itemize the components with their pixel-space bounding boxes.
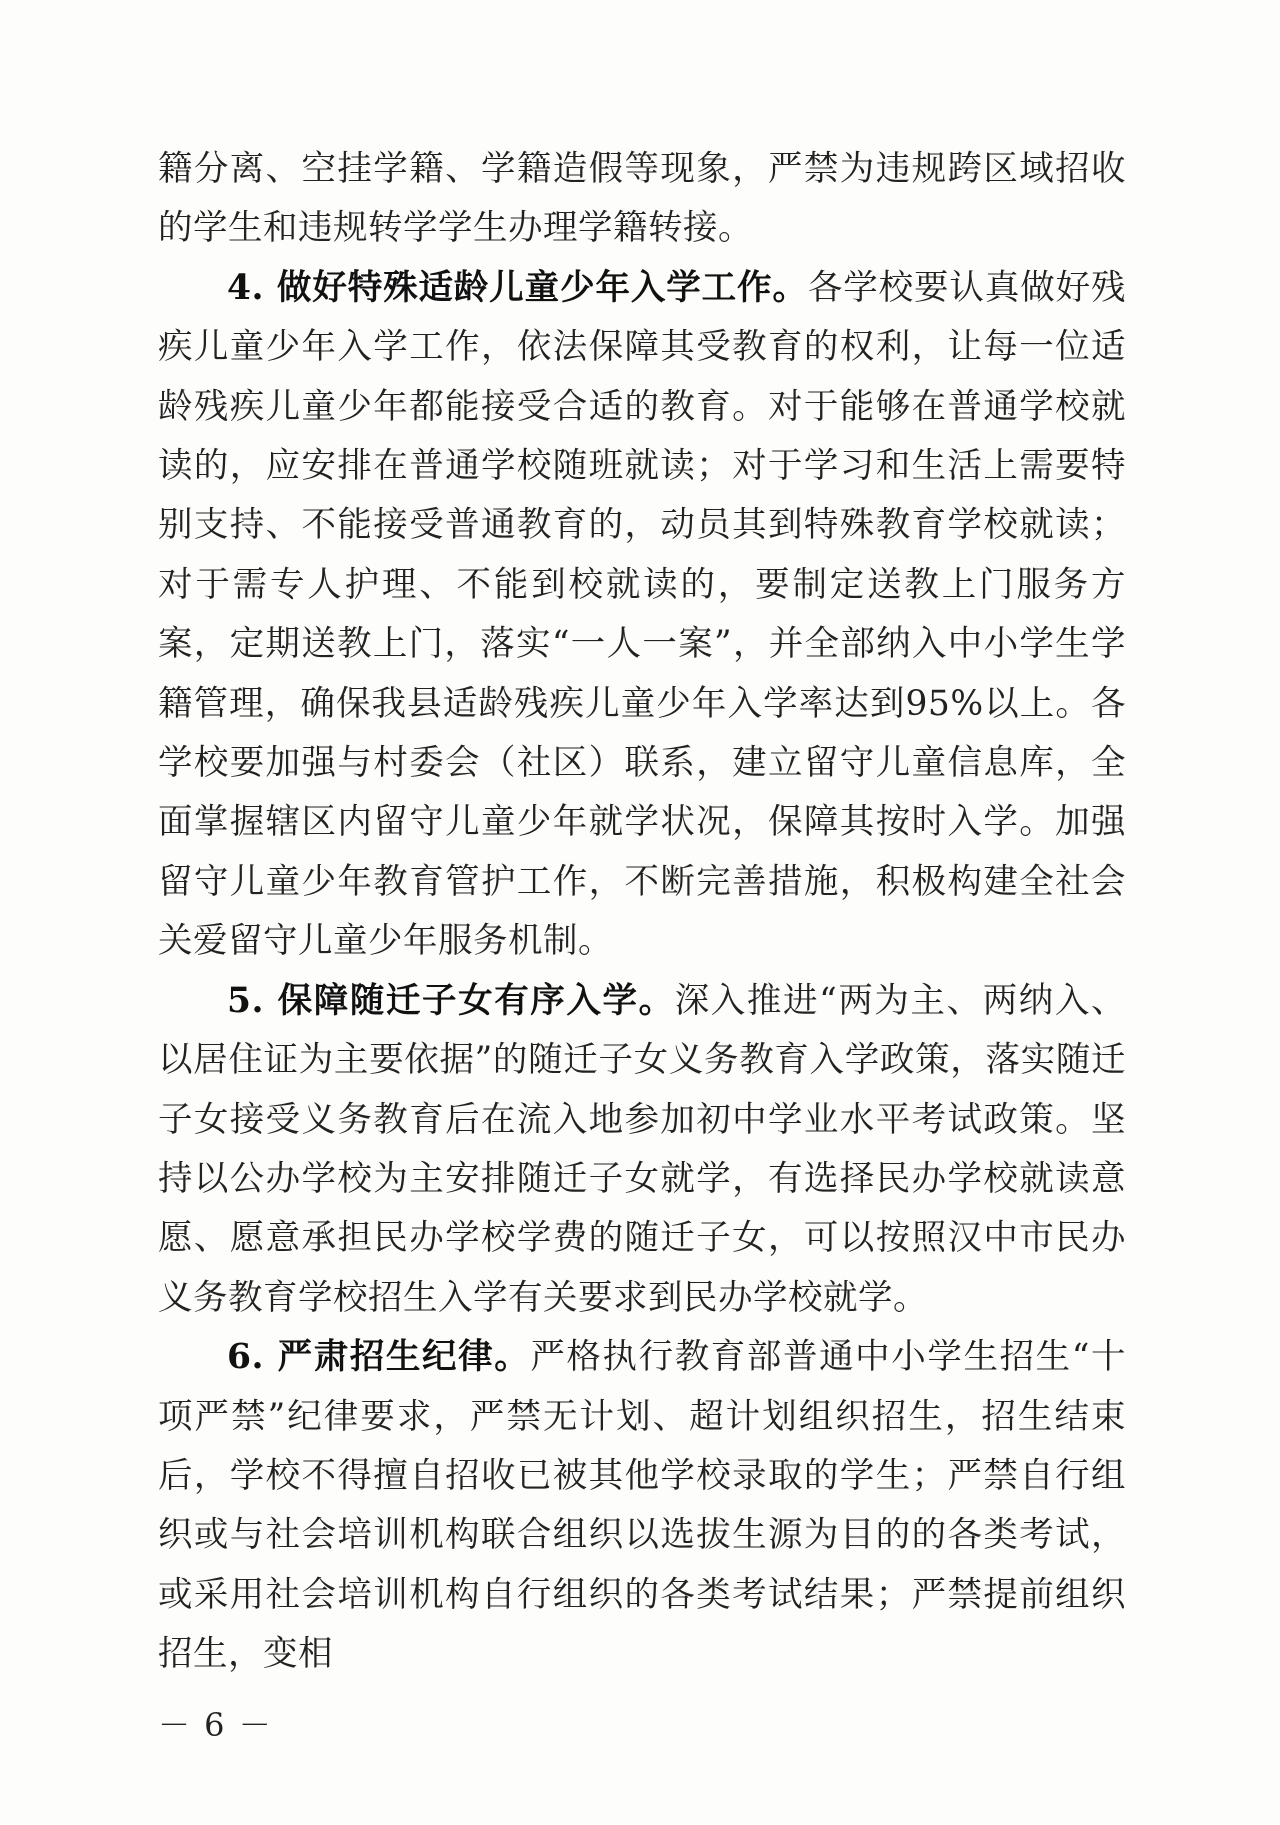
- paragraph-text: 各学校要认真做好残疾儿童少年入学工作，依法保障其受教育的权利，让每一位适龄残疾儿童少年都能接受合适的教育。对于能够在普通学校就读的，应安排在普通学校随班就读；对于学习和生活上需要特别支持、不能接受普通教育的，动员其到特殊教育学校就读；对于需专人护理、不能到校就读的，要制定送教上门服务方案，定期送教上门，落实“一人一案”，并全部纳入中小学生学籍管理，确保我县适龄残疾儿童少年入学率达到95%以上。各学校要加强与村委会（社区）联系，建立留守儿童信息库，全面掌握辖区内留守儿童少年就学状况，保障其按时入学。加强留守儿童少年教育管护工作，不断完善措施，积极构建全社会关爱留守儿童少年服务机制。: [158, 267, 1126, 962]
- section-heading: 5. 保障随迁子女有序入学。: [227, 980, 675, 1021]
- paragraph-continuation: [158, 140, 1126, 259]
- paragraph-enrollment-discipline: [158, 1328, 1126, 1684]
- paragraph-text: 严格执行教育部普通中小学生招生“十项严禁”纪律要求，严禁无计划、超计划组织招生，招生结束后，学校不得擅自招收已被其他学校录取的学生；严禁自行组织或与社会培训机构联合组织以选拔生源为目的的各类考试，或采用社会培训机构自行组织的各类考试结果；严禁提前组织招生，变相: [158, 1337, 1127, 1675]
- paragraph-migrant-children: [158, 972, 1126, 1328]
- paragraph-special-children: [158, 259, 1126, 972]
- paragraph-text: 籍分离、空挂学籍、学籍造假等现象，严禁为违规跨区域招收的学生和违规转学学生办理学籍转接。: [158, 149, 1126, 249]
- paragraph-text: 深入推进“两为主、两纳入、以居住证为主要依据”的随迁子女义务教育入学政策，落实随迁子女接受义务教育后在流入地参加初中学业水平考试政策。坚持以公办学校为主安排随迁子女就学，有选择民办学校就读意愿、愿意承担民办学校学费的随迁子女，可以按照汉中市民办义务教育学校招生入学有关要求到民办学校就学。: [158, 980, 1127, 1318]
- section-heading: 4. 做好特殊适龄儿童少年入学工作。: [227, 267, 808, 308]
- page-number: － 6 －: [158, 1706, 273, 1744]
- section-heading: 6. 严肃招生纪律。: [227, 1337, 531, 1378]
- document-body: [158, 140, 1126, 1685]
